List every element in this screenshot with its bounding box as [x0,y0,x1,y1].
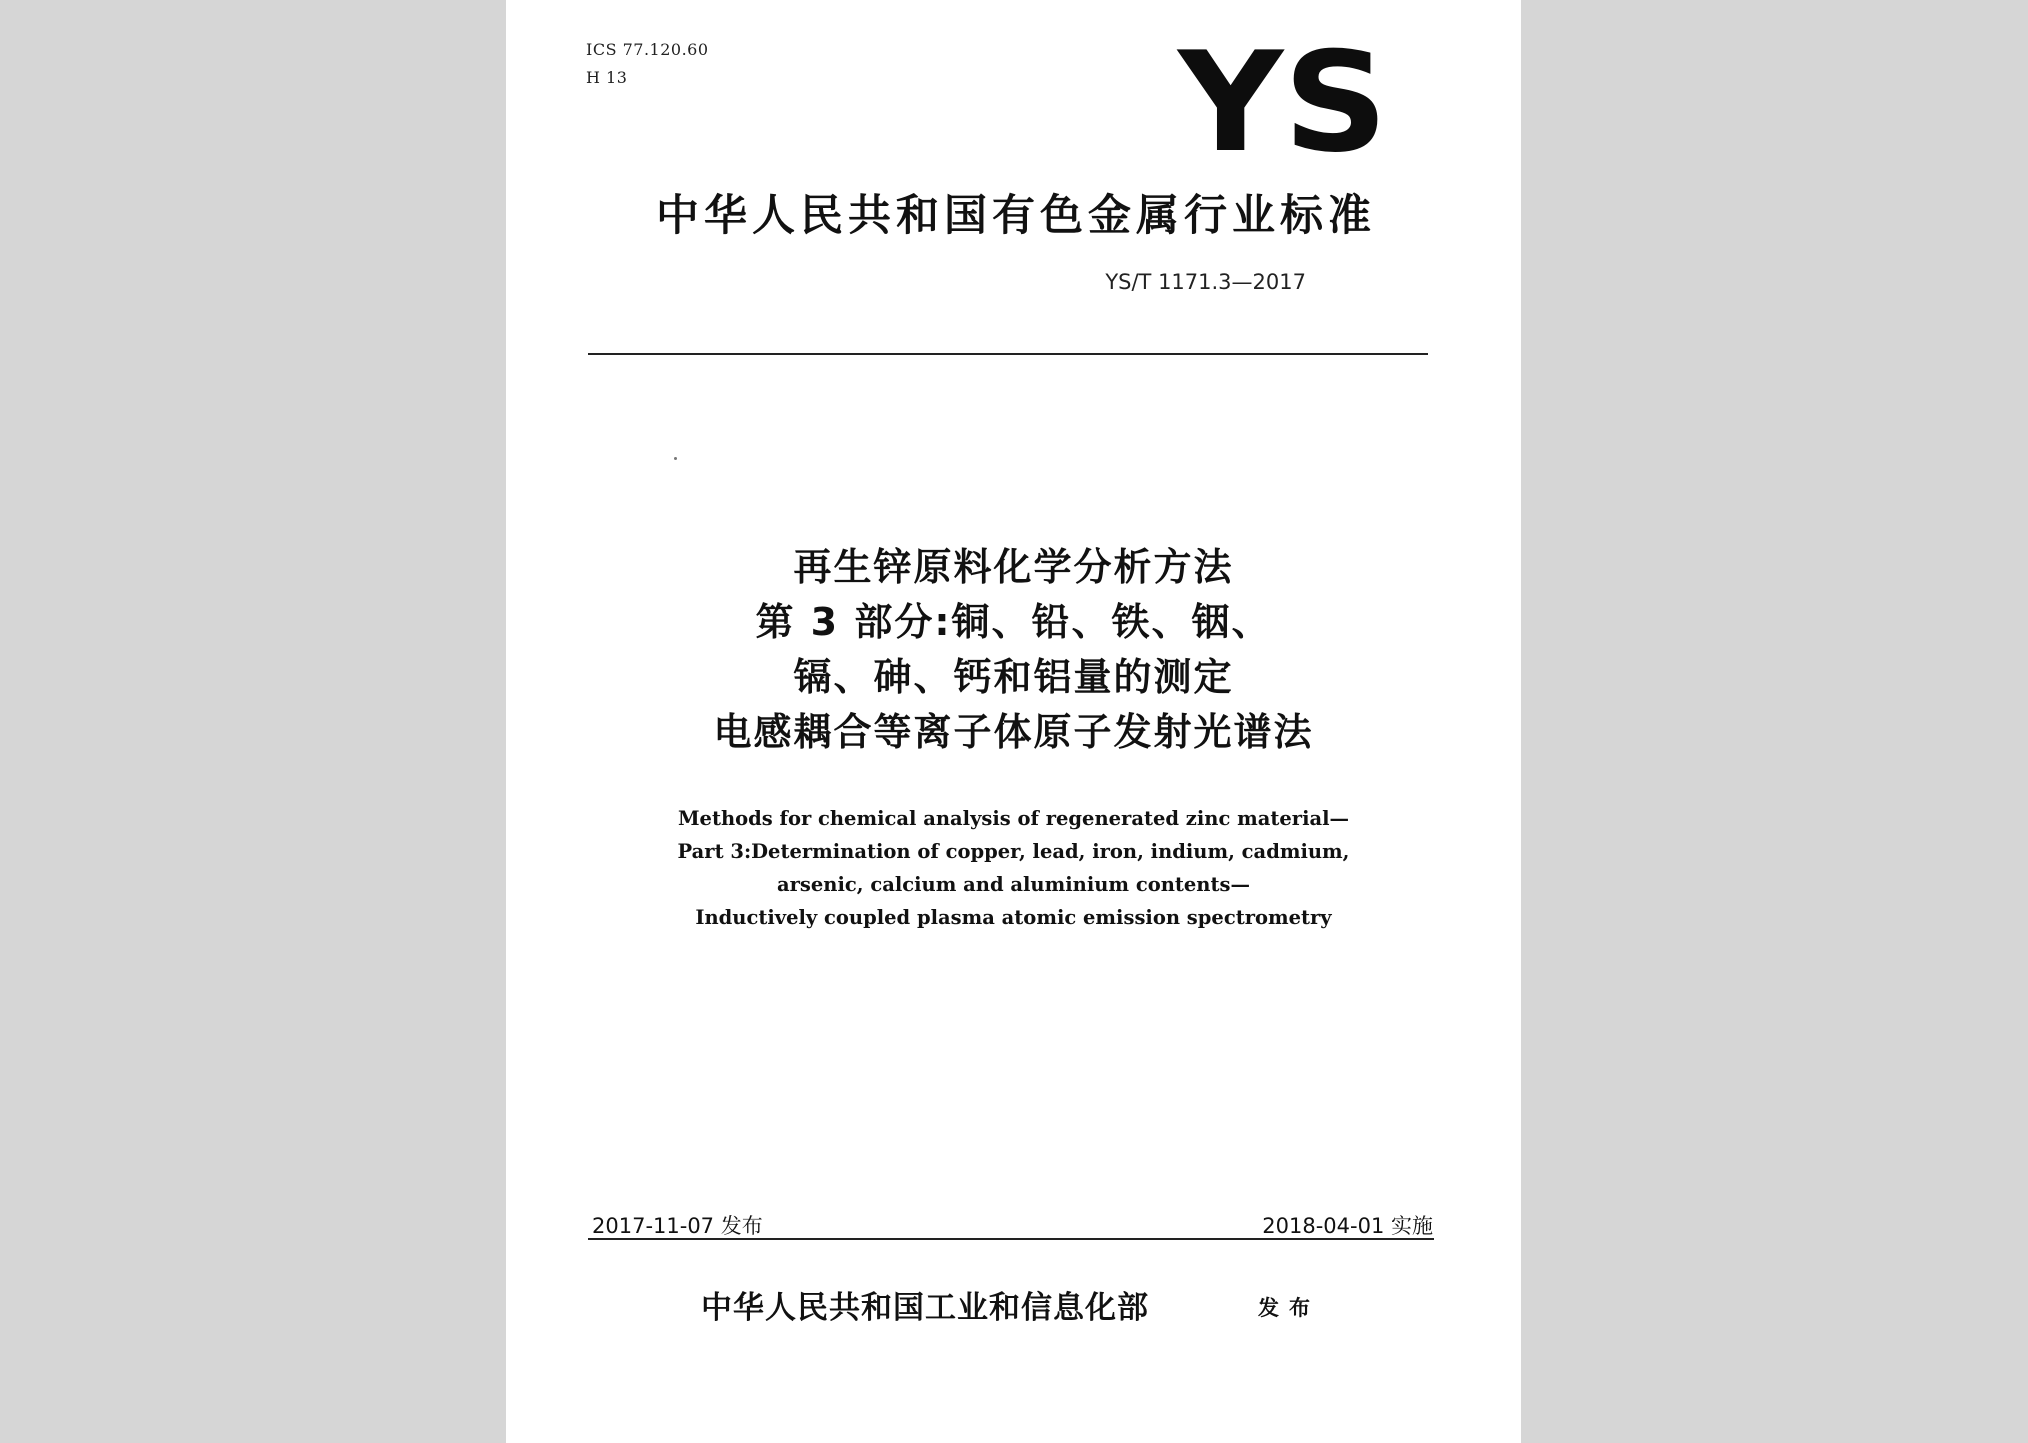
classification-code: H 13 [586,68,628,87]
english-title-line-4: Inductively coupled plasma atomic emission spectrometry [695,906,1332,929]
speck-mark [674,457,677,460]
main-title-line-1: 再生锌原料化学分析方法 [793,545,1234,589]
implementation-date: 2018-04-01 实施 [1262,1214,1433,1238]
english-title-line-2: Part 3:Determination of copper, lead, iron, indium, cadmium, [677,840,1350,863]
main-title-line-2: 第 3 部分:铜、铅、铁、铟、 [755,600,1272,644]
document-page [506,0,1521,1443]
ys-logo-text: YS [1175,28,1388,178]
main-title-line-4: 电感耦合等离子体原子发射光谱法 [713,710,1314,754]
issue-date: 2017-11-07 发布 [592,1214,763,1238]
main-title-line-3: 镉、砷、钙和铝量的测定 [793,655,1234,699]
english-title-line-1: Methods for chemical analysis of regenerated zinc material— [677,807,1350,830]
ys-logo [1168,28,1398,178]
publisher-name: 中华人民共和国工业和信息化部 [701,1290,1149,1326]
standard-category-title: 中华人民共和国有色金属行业标准 [656,191,1376,241]
publish-label: 发布 [1258,1296,1320,1320]
english-title [546,802,1481,934]
standard-number: YS/T 1171.3—2017 [1105,270,1306,294]
bottom-divider [588,1238,1434,1240]
top-divider [588,353,1428,355]
english-title-line-3: arsenic, calcium and aluminium contents— [777,873,1250,896]
main-title [546,540,1481,760]
ics-code: ICS 77.120.60 [586,40,709,59]
